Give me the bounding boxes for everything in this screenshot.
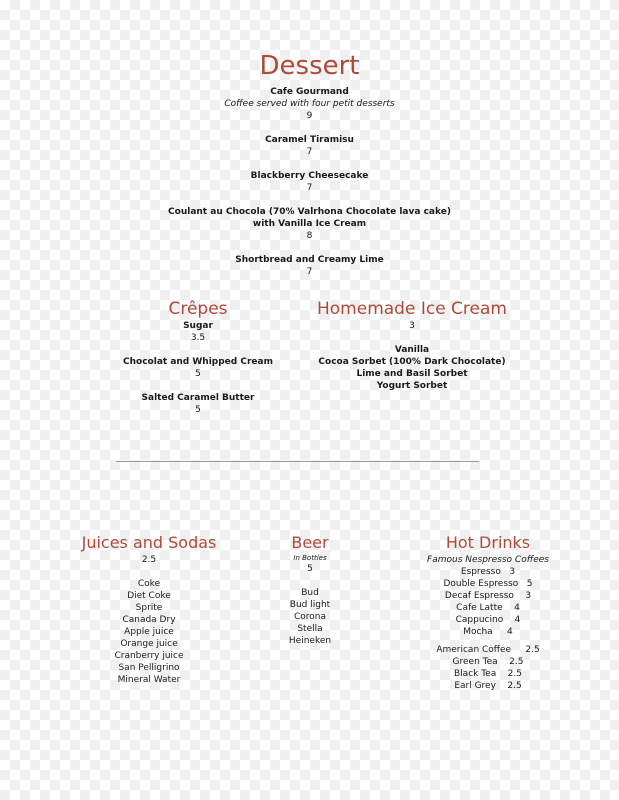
drink-item: Cafe Latte 4 bbox=[456, 603, 520, 613]
item-name: Shortbread and Creamy Lime bbox=[235, 255, 384, 265]
ice-cream-title: Homemade Ice Cream bbox=[317, 299, 507, 319]
item-price: 7 bbox=[306, 183, 313, 193]
drink-item: San Pelligrino bbox=[118, 663, 180, 673]
drink-item: Sprite bbox=[135, 603, 163, 613]
item-name: Salted Caramel Butter bbox=[141, 393, 255, 403]
item-name: Sugar bbox=[183, 321, 213, 331]
dessert-item bbox=[100, 254, 519, 278]
drink-item: Corona bbox=[293, 612, 327, 622]
juices-title: Juices and Sodas bbox=[81, 533, 217, 552]
crepe-item bbox=[98, 356, 298, 380]
drink-item: Orange juice bbox=[120, 639, 178, 649]
dessert-title: Dessert bbox=[259, 51, 360, 81]
drink-item: Bud light bbox=[289, 600, 331, 610]
item-price: 7 bbox=[306, 267, 313, 277]
item-price: 7 bbox=[306, 147, 313, 157]
item-price: 8 bbox=[306, 231, 313, 241]
ice-cream-flavor: Yogurt Sorbet bbox=[376, 381, 448, 391]
item-name: Coulant au Chocola (70% Valrhona Chocolate lava cake) bbox=[168, 207, 451, 217]
crepe-item bbox=[98, 392, 298, 416]
crepes-title: Crêpes bbox=[168, 299, 228, 319]
hot-drinks-subtitle: Famous Nespresso Coffees bbox=[427, 555, 549, 565]
drink-item: Decaf Espresso 3 bbox=[444, 591, 532, 601]
item-price: 3.5 bbox=[190, 333, 206, 343]
ice-cream-flavor: Lime and Basil Sorbet bbox=[356, 369, 468, 379]
beer-section bbox=[268, 532, 352, 647]
hot-drinks-title: Hot Drinks bbox=[445, 533, 531, 552]
drink-item: Heineken bbox=[288, 636, 332, 646]
ice-cream-section bbox=[300, 298, 524, 392]
crepe-item bbox=[98, 320, 298, 344]
crepes-section bbox=[98, 298, 298, 416]
beer-subtitle: In Bottles bbox=[293, 554, 327, 562]
drink-item: Stella bbox=[297, 624, 323, 634]
item-description: Coffee served with four petit desserts bbox=[224, 99, 395, 109]
item-name: Chocolat and Whipped Cream bbox=[123, 357, 273, 367]
dessert-item bbox=[100, 86, 519, 122]
ice-cream-flavor: Cocoa Sorbet (100% Dark Chocolate) bbox=[318, 357, 506, 367]
item-price: 9 bbox=[306, 111, 313, 121]
beer-price: 5 bbox=[307, 564, 313, 574]
drink-item: American Coffee 2.5 bbox=[436, 645, 540, 655]
item-price: 5 bbox=[195, 369, 201, 379]
ice-cream-flavor: Vanilla bbox=[394, 345, 430, 355]
drink-item: Diet Coke bbox=[127, 591, 171, 601]
drink-item: Apple juice bbox=[124, 627, 174, 637]
ice-cream-price: 3 bbox=[409, 321, 415, 331]
drink-item: Earl Grey 2.5 bbox=[454, 681, 522, 691]
drink-item: Canada Dry bbox=[122, 615, 176, 625]
hot-drinks-section bbox=[410, 532, 566, 692]
item-name: Caramel Tiramisu bbox=[265, 135, 354, 145]
dessert-item bbox=[100, 134, 519, 158]
item-name-continued: with Vanilla Ice Cream bbox=[252, 219, 367, 229]
beer-title: Beer bbox=[291, 533, 329, 552]
dessert-item bbox=[100, 170, 519, 194]
drink-item: Coke bbox=[137, 579, 161, 589]
drink-item: Bud bbox=[301, 588, 319, 598]
section-divider bbox=[116, 461, 479, 462]
dessert-item bbox=[100, 206, 519, 242]
drink-item: Green Tea 2.5 bbox=[452, 657, 524, 667]
item-price: 5 bbox=[195, 405, 201, 415]
juices-price: 2.5 bbox=[141, 555, 157, 565]
drink-item: Black Tea 2.5 bbox=[454, 669, 522, 679]
drink-item: Cranberry juice bbox=[114, 651, 184, 661]
drink-item: Espresso 3 bbox=[460, 567, 516, 577]
juices-section bbox=[68, 532, 230, 686]
drink-item: Mineral Water bbox=[117, 675, 181, 685]
drink-item: Mocha 4 bbox=[463, 627, 513, 637]
item-name: Cafe Gourmand bbox=[270, 87, 349, 97]
drink-item: Double Espresso 5 bbox=[443, 579, 533, 589]
item-name: Blackberry Cheesecake bbox=[250, 171, 369, 181]
drink-item: Cappucino 4 bbox=[455, 615, 521, 625]
dessert-section bbox=[100, 50, 519, 278]
